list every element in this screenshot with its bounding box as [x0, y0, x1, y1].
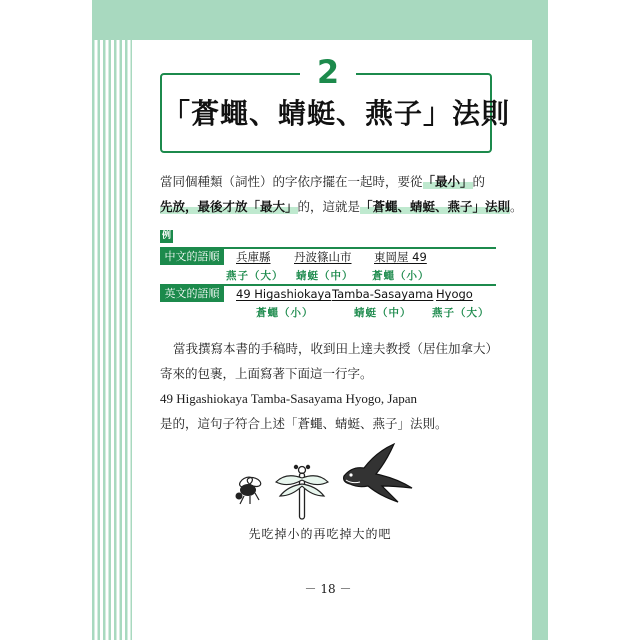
highlight-largest: 先放，最後才放「最大」 [160, 199, 298, 214]
swallow-icon [344, 444, 412, 502]
chinese-word-city: 丹波篠山市 [294, 250, 352, 264]
left-striped-margin [92, 40, 132, 640]
intro-line-2 [160, 194, 523, 219]
right-decorative-band [532, 0, 548, 640]
chinese-size-label: 蒼蠅（小） [372, 270, 430, 282]
body-line: 寄來的包裹，上面寫著下面這一行字。 [160, 366, 373, 381]
chapter-title: 「蒼蠅、蜻蜓、燕子」法則 [162, 97, 511, 130]
chinese-word-prefecture: 兵庫縣 [236, 250, 271, 264]
page-number: － 18 － [304, 582, 352, 596]
highlight-smallest: 「最小」 [422, 174, 473, 189]
english-word-city: Tamba-Sasayama [332, 287, 434, 301]
intro-text: 。 [510, 199, 523, 214]
intro-text: 的 [472, 174, 486, 189]
example-icon: 例 [161, 231, 171, 241]
fly-icon [236, 475, 262, 504]
illustration-caption: 先吃掉小的再吃掉大的吧 [248, 527, 392, 541]
top-decorative-band [92, 0, 548, 40]
english-word-block: 49 Higashiokaya [236, 287, 332, 301]
highlight-rule-name: 「蒼蠅、蜻蜓、燕子」法則 [360, 199, 511, 214]
chinese-word-block: 東岡屋 49 [374, 250, 427, 264]
english-size-label: 蒼蠅（小） [256, 307, 314, 319]
intro-text: 當同個種類（詞性）的字依序擺在一起時，要從 [160, 174, 423, 189]
body-line: 當我撰寫本書的手稿時，收到田上達夫教授（居住加拿大） [173, 341, 499, 356]
fly-dragonfly-swallow-illustration [226, 440, 416, 520]
chapter-number: 2 [300, 52, 356, 92]
intro-line-1 [160, 169, 523, 194]
chinese-size-label: 燕子（大） [226, 270, 284, 282]
address-line: 49 Higashiokaya Tamba-Sasayama Hyogo, Japan [160, 391, 417, 406]
chinese-order-tag: 中文的語順 [160, 249, 224, 265]
english-word-prefecture: Hyogo [436, 287, 473, 301]
body-line: 是的，這句子符合上述「蒼蠅、蜻蜓、燕子」法則。 [160, 416, 448, 431]
intro-paragraph [160, 169, 523, 219]
english-size-label: 蜻蜓（中） [354, 307, 412, 319]
body-paragraph [160, 336, 498, 436]
intro-text: 的，這就是 [297, 199, 361, 214]
chinese-size-label: 蜻蜓（中） [296, 270, 354, 282]
english-order-tag: 英文的語順 [160, 286, 224, 302]
english-size-label: 燕子（大） [432, 307, 490, 319]
dragonfly-icon [276, 465, 328, 519]
